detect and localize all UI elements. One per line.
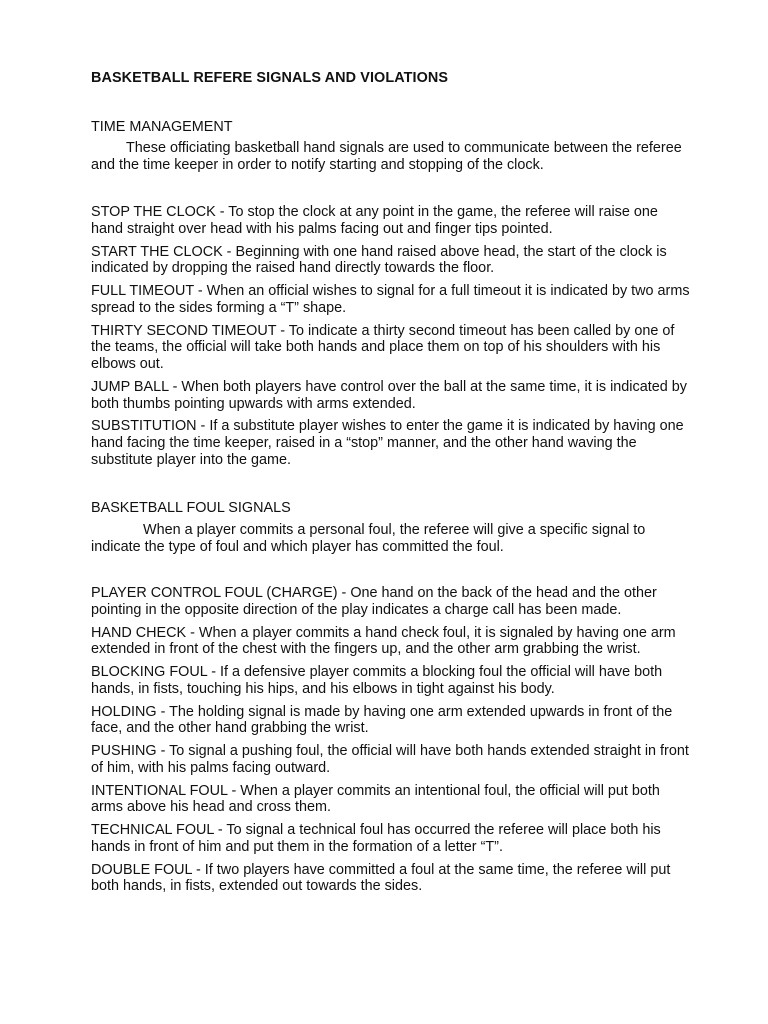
signal-entry-substitution: SUBSTITUTION - If a substitute player wishes to enter the game it is indicated by having one hand facing the time keeper, raised in a “stop” manner, and the other hand waving the substitute player into the game. <box>91 418 684 468</box>
section-heading: BASKETBALL FOUL SIGNALS <box>91 500 291 517</box>
section-heading: TIME MANAGEMENT <box>91 118 233 135</box>
signal-entry-thirty-second-timeout: THIRTY SECOND TIMEOUT - To indicate a thirty second timeout has been called by one of the teams, the official will take both hands and place them on top of his shoulders with his elbows out. <box>91 322 675 373</box>
signal-entry-hand-check: HAND CHECK - When a player commits a hand check foul, it is signaled by having one arm extended in front of the chest with the fingers up, and the other arm grabbing the wrist. <box>91 624 676 658</box>
signal-list <box>91 204 691 468</box>
signal-entry-pushing: PUSHING - To signal a pushing foul, the official will have both hands extended straight in front of him, with his palms facing outward. <box>91 743 689 776</box>
signal-entry-full-timeout: FULL TIMEOUT - When an official wishes to signal for a full timeout it is indicated by two arms spread to the sides forming a “T” shape. <box>91 283 690 316</box>
section-intro: These officiating basketball hand signals are used to communicate between the referee and the time keeper in order to notify starting and stopping of the clock. <box>91 140 682 173</box>
document-title: BASKETBALL REFERE SIGNALS AND VIOLATIONS <box>91 70 449 86</box>
signal-entry-start-the-clock: START THE CLOCK - Beginning with one hand raised above head, the start of the clock is indicated by dropping the raised hand directly towards the floor. <box>91 243 667 277</box>
document-body <box>91 70 691 901</box>
signal-entry-intentional-foul: INTENTIONAL FOUL - When a player commits an intentional foul, the official will put both arms above his head and cross them. <box>91 782 660 816</box>
section-intro: When a player commits a personal foul, the referee will give a specific signal to indicate the type of foul and which player has committed the foul. <box>91 522 646 555</box>
signal-entry-stop-the-clock: STOP THE CLOCK - To stop the clock at any point in the game, the referee will raise one hand straight over head with his palms facing out and finger tips pointed. <box>91 204 658 237</box>
signal-entry-player-control-foul: PLAYER CONTROL FOUL (CHARGE) - One hand on the back of the head and the other pointing in the opposite direction of the play indicates a charge call has been made. <box>91 585 657 618</box>
signal-entry-blocking-foul: BLOCKING FOUL - If a defensive player commits a blocking foul the official will have both hands, in fists, touching his hips, and his elbows in tight against his body. <box>91 664 663 697</box>
signal-list <box>91 585 691 895</box>
signal-entry-double-foul: DOUBLE FOUL - If two players have committed a foul at the same time, the referee will put both hands, in fists, extended out towards the sides. <box>91 861 671 895</box>
section-time-management <box>91 119 691 469</box>
signal-entry-technical-foul: TECHNICAL FOUL - To signal a technical foul has occurred the referee will place both his hands in front of him and put them in the formation of a letter “T”. <box>91 822 661 855</box>
section-foul-signals <box>91 500 691 894</box>
signal-entry-jump-ball: JUMP BALL - When both players have control over the ball at the same time, it is indicated by both thumbs pointing upwards with arms extended. <box>91 378 687 412</box>
signal-entry-holding: HOLDING - The holding signal is made by having one arm extended upwards in front of the face, and the other hand grabbing the wrist. <box>91 703 673 737</box>
